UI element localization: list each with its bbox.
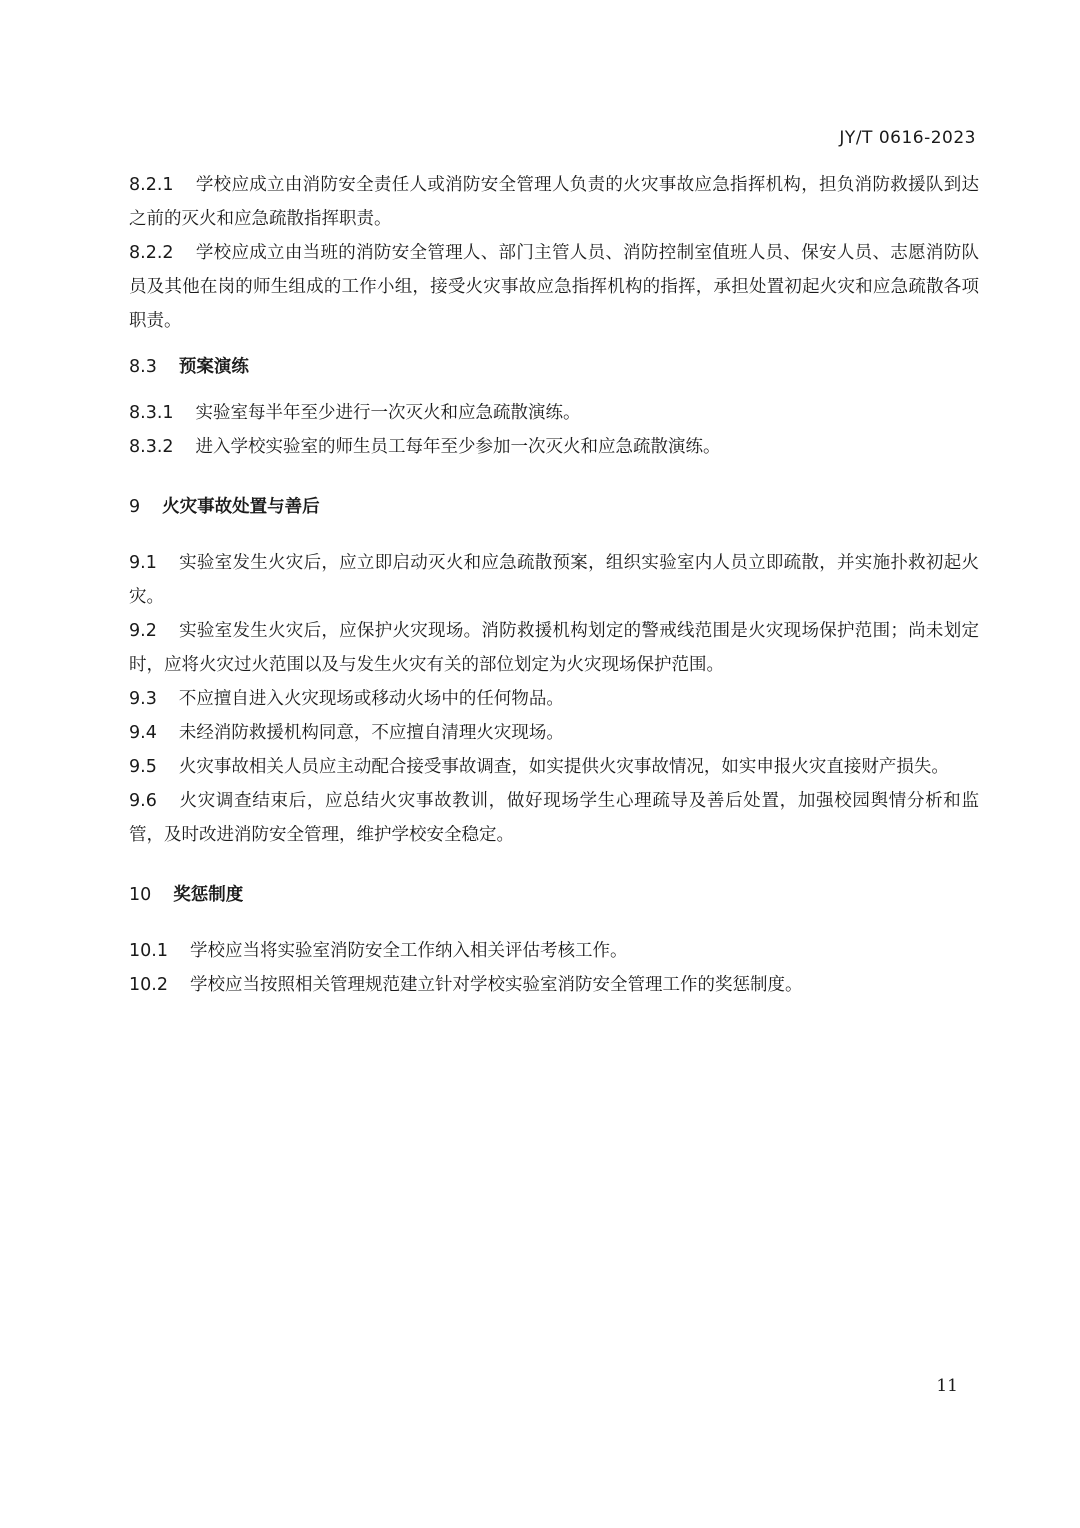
clause-9-5 <box>129 750 979 784</box>
clause-8-2-2 <box>129 236 979 338</box>
clause-text: 学校应成立由消防安全责任人或消防安全管理人负责的火灾事故应急指挥机构，担负消防救援队到达之前的灭火和应急疏散指挥职责。 <box>129 175 979 229</box>
heading-number: 8.3 <box>129 357 157 377</box>
standard-code: JY/T 0616-2023 <box>839 128 976 148</box>
heading-8-3 <box>129 350 979 384</box>
clause-10-2 <box>129 968 979 1002</box>
clause-text: 学校应当按照相关管理规范建立针对学校实验室消防安全管理工作的奖惩制度。 <box>189 975 803 995</box>
clause-9-4 <box>129 716 979 750</box>
page-content <box>129 168 979 1002</box>
clause-text: 实验室每半年至少进行一次灭火和应急疏散演练。 <box>195 403 581 423</box>
clause-text: 火灾事故相关人员应主动配合接受事故调查，如实提供火灾事故情况，如实申报火灾直接财产损失。 <box>178 757 949 777</box>
clause-number: 9.1 <box>129 553 157 573</box>
clause-number: 10.2 <box>129 975 168 995</box>
clause-number: 9.2 <box>129 621 157 641</box>
clause-number: 8.2.1 <box>129 175 174 195</box>
clause-text: 进入学校实验室的师生员工每年至少参加一次灭火和应急疏散演练。 <box>195 437 721 457</box>
clause-8-2-1 <box>129 168 979 236</box>
clause-number: 8.2.2 <box>129 243 174 263</box>
clause-8-3-1 <box>129 396 979 430</box>
clause-text: 学校应成立由当班的消防安全管理人、部门主管人员、消防控制室值班人员、保安人员、志愿消防队员及其他在岗的师生组成的工作小组，接受火灾事故应急指挥机构的指挥，承担处置初起火灾和应急疏散各项职责。 <box>129 243 979 331</box>
clause-9-2 <box>129 614 979 682</box>
clause-text: 火灾调查结束后，应总结火灾事故教训，做好现场学生心理疏导及善后处置，加强校园舆情分析和监管，及时改进消防安全管理，维护学校安全稳定。 <box>129 791 979 845</box>
clause-number: 9.5 <box>129 757 157 777</box>
page-number: 11 <box>936 1376 958 1396</box>
clause-9-6 <box>129 784 979 852</box>
clause-9-3 <box>129 682 979 716</box>
clause-number: 9.6 <box>129 791 157 811</box>
clause-number: 8.3.2 <box>129 437 174 457</box>
clause-number: 9.3 <box>129 689 157 709</box>
heading-title: 预案演练 <box>178 357 249 377</box>
clause-number: 9.4 <box>129 723 157 743</box>
heading-9 <box>129 490 979 524</box>
clause-text: 实验室发生火灾后，应立即启动灭火和应急疏散预案，组织实验室内人员立即疏散，并实施扑救初起火灾。 <box>129 553 979 607</box>
clause-number: 10.1 <box>129 941 168 961</box>
clause-text: 未经消防救援机构同意，不应擅自清理火灾现场。 <box>178 723 564 743</box>
heading-title: 火灾事故处置与善后 <box>162 497 320 517</box>
clause-8-3-2 <box>129 430 979 464</box>
clause-text: 不应擅自进入火灾现场或移动火场中的任何物品。 <box>178 689 564 709</box>
heading-number: 9 <box>129 497 141 517</box>
clause-number: 8.3.1 <box>129 403 174 423</box>
heading-10 <box>129 878 979 912</box>
heading-title: 奖惩制度 <box>173 885 244 905</box>
clause-text: 学校应当将实验室消防安全工作纳入相关评估考核工作。 <box>189 941 628 961</box>
clause-9-1 <box>129 546 979 614</box>
clause-10-1 <box>129 934 979 968</box>
clause-text: 实验室发生火灾后，应保护火灾现场。消防救援机构划定的警戒线范围是火灾现场保护范围；尚未划定时，应将火灾过火范围以及与发生火灾有关的部位划定为火灾现场保护范围。 <box>129 621 979 675</box>
heading-number: 10 <box>129 885 152 905</box>
